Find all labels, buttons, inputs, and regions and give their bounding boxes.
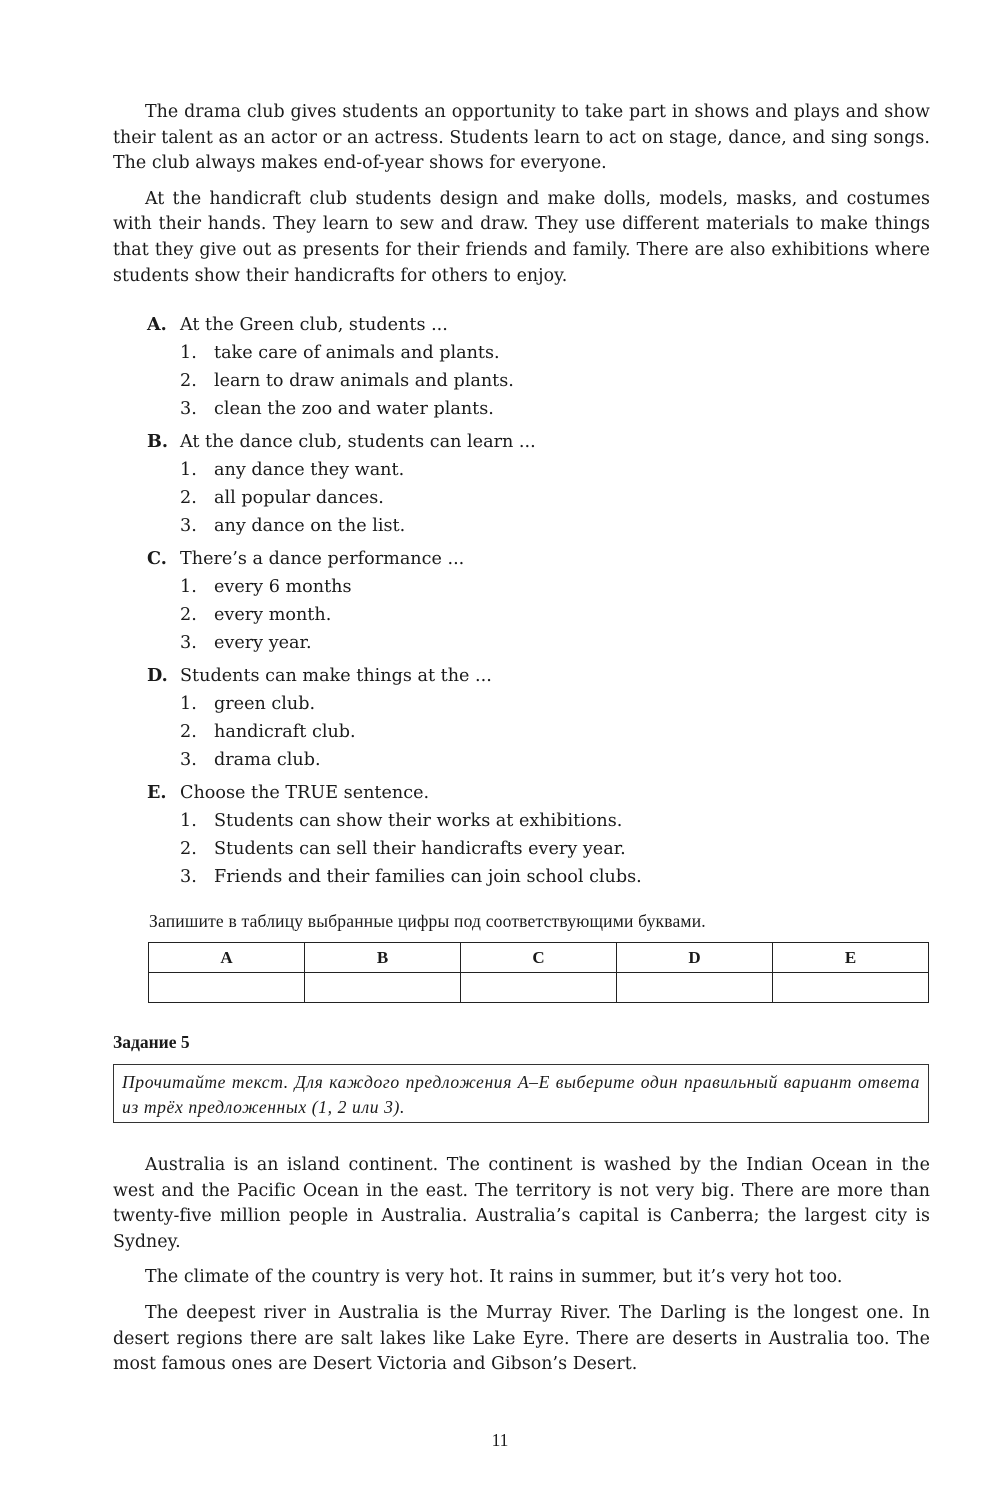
option-text: any dance they want.: [214, 460, 405, 480]
option-text: Students can sell their handicrafts every year.: [214, 839, 626, 859]
option-number: 3.: [180, 399, 197, 419]
question-b: [147, 428, 947, 540]
passage-clubs: [113, 100, 930, 289]
paragraph-rivers-deserts: The deepest river in Australia is the Murray River. The Darling is the longest one. In desert regions there are salt lakes like Lake Eyre. There are deserts in Australia too. The most famous ones are Desert Victoria and Gibson’s Desert.: [113, 1302, 930, 1375]
paragraph-climate: The climate of the country is very hot. It rains in summer, but it’s very hot too.: [145, 1267, 843, 1288]
question-letter: D.: [147, 665, 168, 686]
answer-option[interactable]: [147, 339, 947, 367]
answer-option[interactable]: [147, 835, 947, 863]
answer-cell-a[interactable]: [149, 973, 305, 1003]
question-list: [147, 311, 947, 891]
answer-option[interactable]: [147, 629, 947, 657]
option-number: 1.: [180, 343, 197, 363]
paragraph-geography: Australia is an island continent. The continent is washed by the Indian Ocean in the west and the Pacific Ocean in the east. The territory is not very big. There are more than twenty-five million people in Australia. Australia’s capital is Canberra; the largest city is Sydney.: [113, 1155, 930, 1252]
option-text: handicraft club.: [214, 722, 356, 742]
answer-option[interactable]: [147, 395, 947, 423]
answer-header-b: B: [305, 943, 461, 973]
question-e: [147, 779, 947, 891]
task-title: Задание 5: [113, 1032, 190, 1052]
option-text: every 6 months: [214, 577, 352, 597]
answer-option[interactable]: [147, 367, 947, 395]
option-text: any dance on the list.: [214, 516, 406, 536]
option-number: 3.: [180, 867, 197, 887]
answer-option[interactable]: [147, 690, 947, 718]
answer-header-e: E: [773, 943, 929, 973]
paragraph-drama-club: The drama club gives students an opportunity to take part in shows and plays and show their talent as an actor or an actress. Students learn to act on stage, dance, and sing songs. The club always makes end-of-year shows for everyone.: [113, 102, 930, 174]
question-stem: There’s a dance performance ...: [180, 549, 465, 569]
question-stem: At the Green club, students ...: [180, 315, 448, 335]
answer-option[interactable]: [147, 601, 947, 629]
option-number: 1.: [180, 694, 197, 714]
option-number: 1.: [180, 811, 197, 831]
question-letter: C.: [147, 548, 167, 569]
question-c: [147, 545, 947, 657]
question-stem: Choose the TRUE sentence.: [180, 783, 430, 803]
answer-cell-e[interactable]: [773, 973, 929, 1003]
option-text: every year.: [214, 633, 312, 653]
answer-option[interactable]: [147, 863, 947, 891]
option-number: 3.: [180, 516, 197, 536]
page-number: 11: [491, 1430, 509, 1450]
answer-option[interactable]: [147, 573, 947, 601]
answer-cell-c[interactable]: [461, 973, 617, 1003]
passage-australia: [113, 1153, 930, 1378]
answer-table-instruction: Запишите в таблицу выбранные цифры под соответствующими буквами.: [149, 911, 706, 931]
option-number: 1.: [180, 577, 197, 597]
question-letter: B.: [147, 431, 168, 452]
answer-cell-b[interactable]: [305, 973, 461, 1003]
answer-option[interactable]: [147, 746, 947, 774]
answer-table-input-row: [149, 973, 929, 1003]
option-text: Friends and their families can join school clubs.: [214, 867, 642, 887]
option-number: 2.: [180, 605, 197, 625]
question-letter: A.: [147, 314, 167, 335]
option-text: take care of animals and plants.: [214, 343, 500, 363]
option-number: 3.: [180, 633, 197, 653]
option-number: 2.: [180, 839, 197, 859]
answer-cell-d[interactable]: [617, 973, 773, 1003]
answer-header-d: D: [617, 943, 773, 973]
answer-table: [148, 942, 929, 1003]
question-stem: At the dance club, students can learn ...: [180, 432, 536, 452]
answer-option[interactable]: [147, 807, 947, 835]
answer-option[interactable]: [147, 718, 947, 746]
option-text: clean the zoo and water plants.: [214, 399, 494, 419]
question-stem: Students can make things at the ...: [180, 666, 492, 686]
option-text: Students can show their works at exhibitions.: [214, 811, 623, 831]
answer-option[interactable]: [147, 484, 947, 512]
option-number: 1.: [180, 460, 197, 480]
answer-option[interactable]: [147, 456, 947, 484]
option-text: learn to draw animals and plants.: [214, 371, 514, 391]
option-text: drama club.: [214, 750, 321, 770]
option-text: every month.: [214, 605, 332, 625]
question-letter: E.: [147, 782, 167, 803]
answer-option[interactable]: [147, 512, 947, 540]
question-d: [147, 662, 947, 774]
answer-table-header-row: [149, 943, 929, 973]
option-number: 2.: [180, 722, 197, 742]
task-instruction-box: Прочитайте текст. Для каждого предложения А–Е выберите один правильный вариант ответа из трёх предложенных (1, 2 или 3).: [113, 1064, 929, 1123]
option-number: 2.: [180, 488, 197, 508]
option-number: 2.: [180, 371, 197, 391]
paragraph-handicraft-club: At the handicraft club students design and make dolls, models, masks, and costumes with their hands. They learn to sew and draw. They use different materials to make things that they give out as presents for their friends and family. There are also exhibitions where students show their handicrafts for others to enjoy.: [113, 188, 930, 286]
answer-header-a: A: [149, 943, 305, 973]
option-number: 3.: [180, 750, 197, 770]
question-a: [147, 311, 947, 423]
answer-header-c: C: [461, 943, 617, 973]
option-text: all popular dances.: [214, 488, 384, 508]
option-text: green club.: [214, 694, 316, 714]
